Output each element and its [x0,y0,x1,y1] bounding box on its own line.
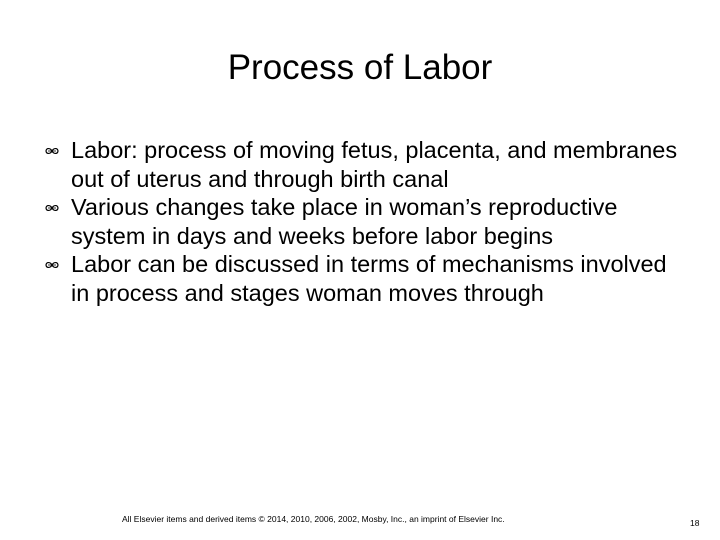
bullet-item [44,136,684,193]
bullet-text: Labor can be discussed in terms of mechanisms involved in process and stages woman moves through [71,251,667,306]
bullet-item [44,193,684,250]
infinity-bullet-icon [44,259,60,271]
bullet-text: Labor: process of moving fetus, placenta, and membranes out of uterus and through birth canal [71,137,678,192]
copyright-footer: All Elsevier items and derived items © 2014, 2010, 2006, 2002, Mosby, Inc., an imprint of Elsevier Inc. [122,514,505,524]
bullet-text: Various changes take place in woman’s reproductive system in days and weeks before labor begins [71,194,618,249]
infinity-bullet-icon [44,202,60,214]
page-number: 18 [690,518,700,528]
infinity-bullet-icon [44,145,60,157]
bullet-list [44,136,684,307]
slide-title: Process of Labor [227,48,493,87]
bullet-item [44,250,684,307]
